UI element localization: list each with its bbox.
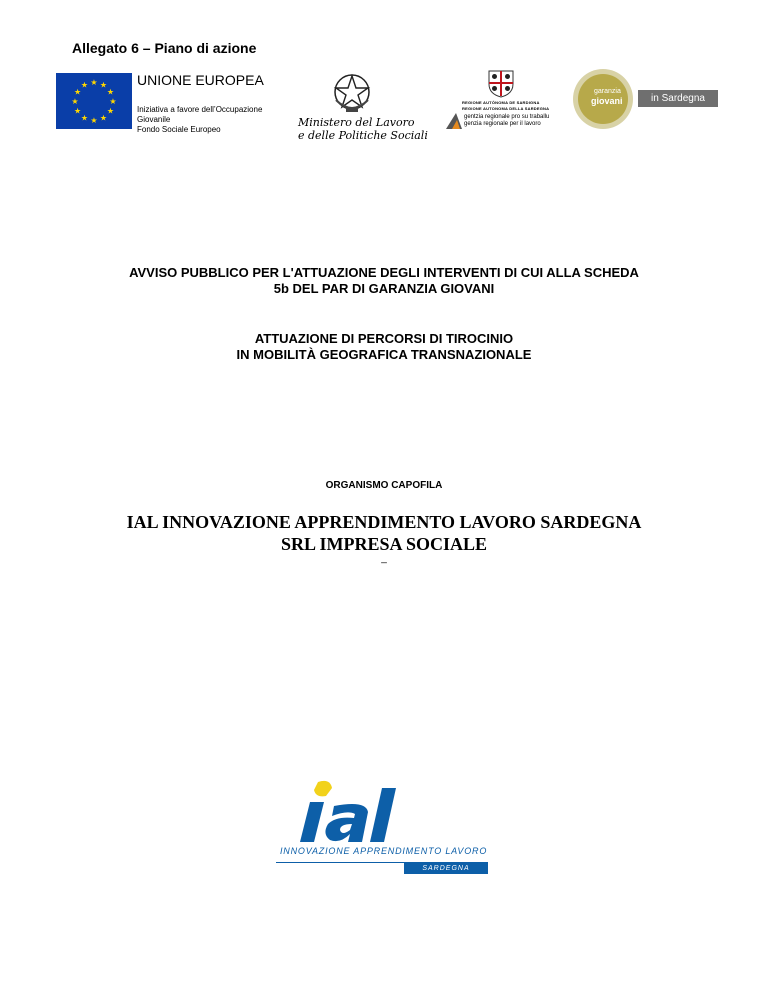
lead-organization-label: ORGANISMO CAPOFILA	[325, 480, 443, 491]
subtitle-line-2: IN MOBILITÀ GEOGRAFICA TRANSNAZIONALE	[236, 347, 532, 362]
notice-title	[0, 265, 768, 297]
eu-star-icon: ★	[80, 113, 89, 123]
garanzia-line-2: giovani	[591, 96, 623, 106]
notice-title-line-1: AVVISO PUBBLICO PER L'ATTUAZIONE DEGLI INTERVENTI DI CUI ALLA SCHEDA	[129, 265, 639, 280]
italian-republic-emblem-icon	[330, 70, 374, 116]
notice-title-line-2: 5b DEL PAR DI GARANZIA GIOVANI	[273, 281, 495, 296]
eu-line-1: Iniziativa a favore dell’Occupazione	[137, 105, 263, 114]
region-name-line-2: REGIONE AUTONOMA DELLA SARDEGNA	[462, 106, 550, 111]
eu-flag-icon	[56, 73, 132, 129]
eu-line-2: Giovanile	[137, 115, 171, 124]
eu-star-icon: ★	[90, 116, 98, 125]
eu-star-icon: ★	[90, 78, 98, 87]
eu-star-icon: ★	[109, 97, 117, 106]
ministry-line-1: Ministero del Lavoro	[298, 116, 415, 129]
eu-star-icon: ★	[73, 106, 82, 116]
garanzia-line-1: garanzia	[594, 88, 621, 95]
organization-name-line-1: IAL INNOVAZIONE APPRENDIMENTO LAVORO SARDEGNA	[126, 512, 642, 532]
subtitle-line-1: ATTUAZIONE DI PERCORSI DI TIROCINIO	[254, 331, 514, 346]
organization-name	[0, 511, 768, 555]
agency-triangle-icon	[444, 112, 464, 130]
eu-star-icon: ★	[80, 80, 89, 90]
sardinia-coat-of-arms-icon	[486, 68, 516, 98]
agency-line-2: genzia regionale per il lavoro	[464, 121, 541, 127]
subtitle	[0, 331, 768, 363]
ministry-name	[298, 116, 428, 142]
eu-star-icon: ★	[106, 106, 115, 116]
eu-star-icon: ★	[99, 80, 108, 90]
eu-star-icon: ★	[99, 113, 108, 123]
eu-star-icon: ★	[71, 97, 79, 106]
eu-star-icon: ★	[73, 87, 82, 97]
ial-region-bar: SARDEGNA	[404, 863, 488, 874]
eu-line-3: Fondo Sociale Europeo	[137, 125, 221, 134]
ministry-line-2: e delle Politiche Sociali	[298, 129, 428, 142]
separator-dash: _	[381, 553, 387, 564]
attachment-title: Allegato 6 – Piano di azione	[72, 40, 257, 56]
ial-tagline: INNOVAZIONE APPRENDIMENTO LAVORO	[280, 846, 488, 856]
eu-title: UNIONE EUROPEA	[137, 72, 264, 88]
organization-name-line-2: SRL IMPRESA SOCIALE	[280, 534, 488, 554]
eu-star-icon: ★	[106, 87, 115, 97]
garanzia-region-tag: in Sardegna	[638, 90, 718, 107]
region-name-line-1: REGIONE AUTÓNOMA DE SARDIGNA	[462, 100, 540, 105]
agency-line-1: gentzia regionale pro su traballu	[464, 114, 550, 120]
